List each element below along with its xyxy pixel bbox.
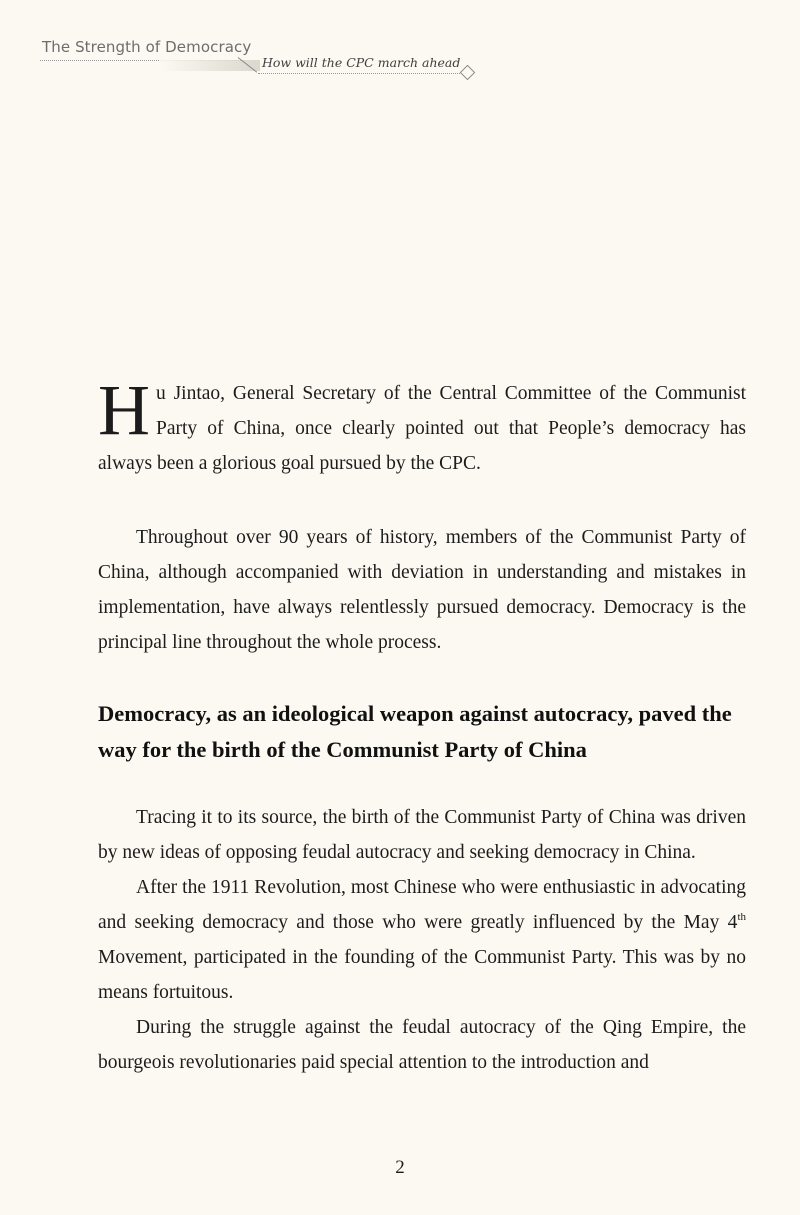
intro-paragraph-text: u Jintao, General Secretary of the Central Committee of the Communist Party of China, once clearly pointed out that People’s democracy has always been a glorious goal pursued by the CPC. xyxy=(98,383,746,474)
body-paragraph-struggle: During the struggle against the feudal autocracy of the Qing Empire, the bourgeois revolutionaries paid special attention to the introduction and xyxy=(98,1017,746,1073)
book-title: The Strength of Democracy xyxy=(42,38,252,56)
revolution-text-start: After the 1911 Revolution, most Chinese who were enthusiastic in advocating and seeking democracy and those who were greatly influenced by the May 4 xyxy=(98,877,746,933)
intro-continuation xyxy=(98,520,746,660)
running-header xyxy=(40,38,480,88)
drop-cap: H xyxy=(98,370,150,450)
revolution-text-end: Movement, participated in the founding of the Communist Party. This was by no means fortuitous. xyxy=(98,947,746,1003)
page-number: 2 xyxy=(395,1157,405,1178)
ordinal-superscript: th xyxy=(737,911,746,923)
section-body xyxy=(98,800,746,1080)
body-paragraph-revolution xyxy=(98,870,746,1010)
series-title: How will the CPC march ahead xyxy=(262,55,461,70)
header-rule-right xyxy=(258,73,466,74)
body-paragraph-source: Tracing it to its source, the birth of the Communist Party of China was driven by new ideas of opposing feudal autocracy and seeking democracy in China. xyxy=(98,807,746,863)
intro-paragraph xyxy=(98,370,746,481)
section-heading: Democracy, as an ideological weapon against autocracy, paved the way for the birth of the Communist Party of China xyxy=(98,701,732,762)
diamond-icon xyxy=(460,65,476,81)
body-paragraph-history: Throughout over 90 years of history, members of the Communist Party of China, although accompanied with deviation in understanding and mistakes in implementation, have always relentlessly pursued democracy. Democracy is the principal line throughout the whole process. xyxy=(98,527,746,653)
